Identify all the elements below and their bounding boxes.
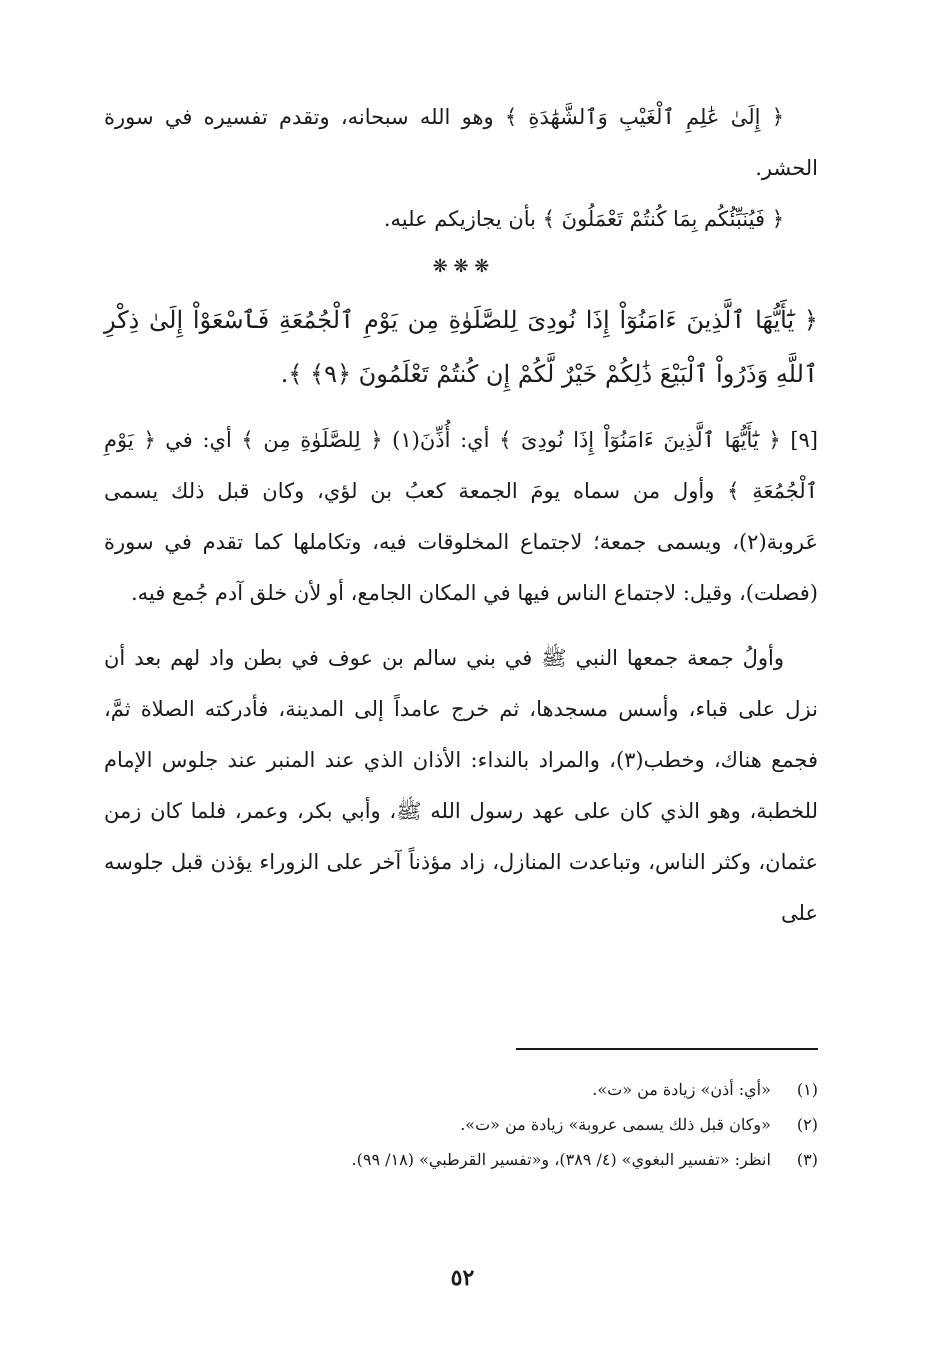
- footnotes: [104, 1072, 818, 1177]
- footnote-separator: [516, 1048, 818, 1050]
- footnote-number: (٣): [796, 1150, 818, 1169]
- main-text: [104, 92, 818, 939]
- page-number: ٥٢: [450, 1265, 475, 1291]
- footnote-text: انظر: «تفسير البغوي» (٤/ ٣٨٩)، و«تفسير القرطبي» (١٨/ ٩٩).: [351, 1150, 771, 1169]
- quran-verse-block: ﴿ يَٰٓأَيُّهَا ٱلَّذِينَ ءَامَنُوٓاْ إِذَا نُودِىَ لِلصَّلَوٰةِ مِن يَوْمِ ٱلْجُمُعَةِ فَٱسْعَوْاْ إِلَىٰ ذِكْرِ ٱللَّهِ وَذَرُواْ ٱلْبَيْعَ ذَٰلِكُمْ خَيْرٌ لَّكُمْ إِن كُنتُمْ تَعْلَمُونَ ﴿٩﴾ ﴾.: [104, 306, 818, 388]
- paragraph-verse-9-commentary: [٩] ﴿ يَٰٓأَيُّهَا ٱلَّذِينَ ءَامَنُوٓاْ إِذَا نُودِىَ ﴾ أي: أُذِّنَ(١) ﴿ لِلصَّلَوٰةِ مِن ﴾ أي: في ﴿ يَوْمِ ٱلْجُمُعَةِ ﴾ وأول من سماه يومَ الجمعة كعبُ بن لؤي، وكان قبل ذلك يسمى عَروبة(٢)، ويسمى جمعة؛ لاجتماع المخلوقات فيه، وتكاملها كما تقدم في سورة (فصلت)، وقيل: لاجتماع الناس فيها في المكان الجامع، أو لأن خلق آدم جُمع فيه.: [104, 428, 818, 605]
- paragraph-first-jumuah: وأولُ جمعة جمعها النبي ﷺ في بني سالم بن عوف في بطن واد لهم بعد أن نزل على قباء، وأسس مسجدها، ثم خرج عامداً إلى المدينة، فأدركته الصلاة ثمَّ، فجمع هناك، وخطب(٣)، والمراد بالنداء: الأذان الذي عند المنبر عند جلوس الإمام للخطبة، وهو الذي كان على عهد رسول الله ﷺ، وأبي بكر، وعمر، فلما كان زمن عثمان، وكثر الناس، وتباعدت المنازل، زاد مؤذناً آخر على الزوراء يؤذن قبل جلوسه على: [104, 646, 818, 925]
- footnote-text: «أي: أذن» زيادة من «ت».: [592, 1080, 771, 1099]
- section-divider-stars: ❋ ❋ ❋: [432, 256, 490, 277]
- paragraph-intro: ﴿ إِلَىٰ عَٰلِمِ ٱلْغَيْبِ وَٱلشَّهَٰدَةِ ﴾ وهو الله سبحانه، وتقدم تفسيره في سورة الحشر.: [104, 105, 818, 180]
- footnote-2: [104, 1107, 818, 1142]
- paragraph-recompense: ﴿ فَيُنَبِّئُكُم بِمَا كُنتُمْ تَعْمَلُونَ ﴾ بأن يجازيكم عليه.: [383, 207, 784, 231]
- footnote-1: [104, 1072, 818, 1107]
- footnote-text: «وكان قبل ذلك يسمى عروبة» زيادة من «ت».: [460, 1115, 771, 1134]
- paragraph-gap: [104, 619, 818, 633]
- footnote-number: (١): [796, 1080, 818, 1099]
- footnote-number: (٢): [796, 1115, 818, 1134]
- footnote-3: [104, 1142, 818, 1177]
